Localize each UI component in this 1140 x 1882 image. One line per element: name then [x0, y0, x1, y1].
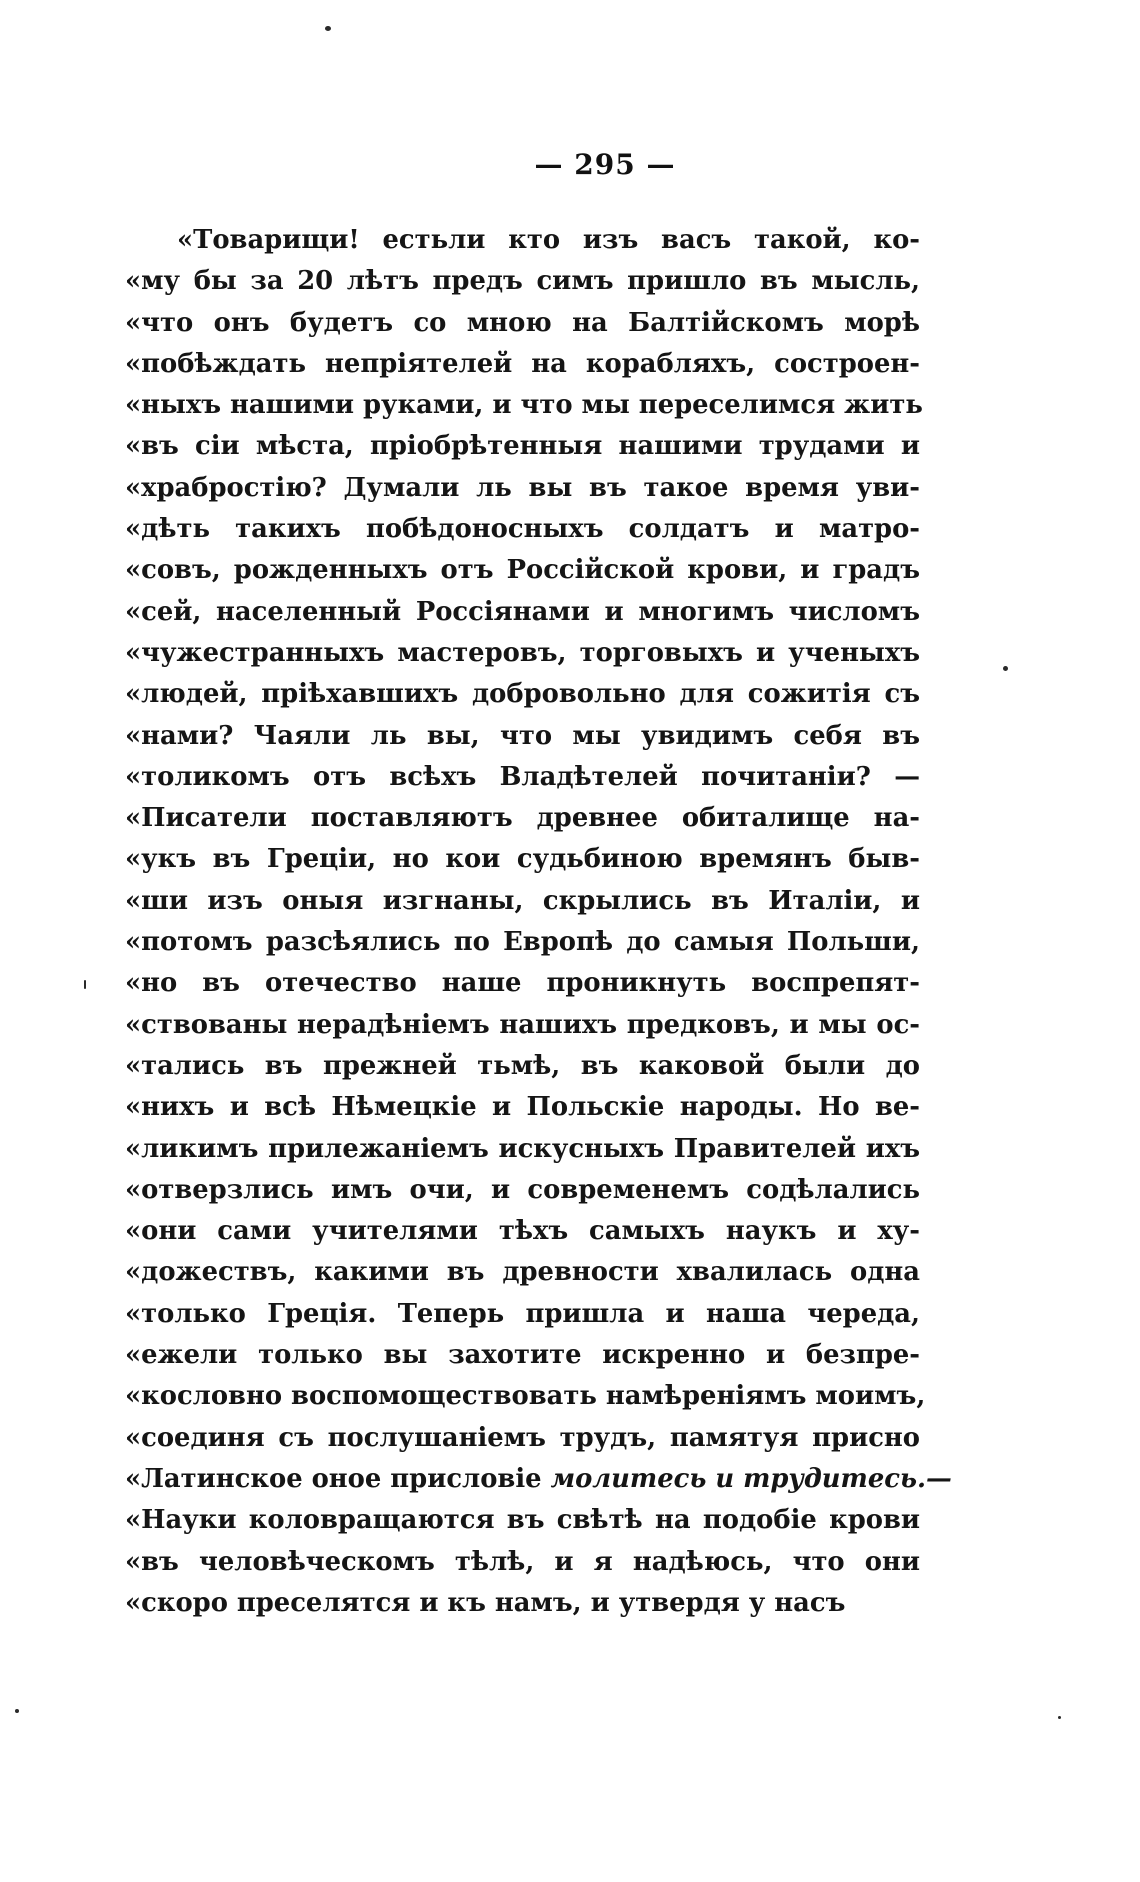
text-line: «чужестранныхъ мастеровъ, торговыхъ и ученыхъ [125, 637, 920, 668]
text-line: «толикомъ отъ всѣхъ Владѣтелей почитанiи? — [125, 761, 920, 792]
text-line: «людей, прiѣхавшихъ добровольно для сожитiя съ [125, 679, 920, 710]
ink-speck [325, 26, 331, 31]
text-line: «потомъ разсѣялись по Европѣ до самыя Польши, [125, 927, 920, 958]
text-line: «отверзлись имъ очи, и современемъ содѣлались [125, 1174, 920, 1205]
page-number: — 295 — [534, 148, 676, 181]
text-line-with-italic [125, 1459, 952, 1500]
text-line: «они сами учителями тѣхъ самыхъ наукъ и ху- [125, 1216, 920, 1247]
page-header [0, 148, 1140, 181]
text-line: «Науки коловращаются въ свѣтѣ на подобiе крови [125, 1505, 920, 1536]
text-line: «кословно воспомоществовать намѣренiямъ моимъ, [125, 1381, 926, 1412]
ink-speck [1003, 666, 1008, 671]
ink-speck [1058, 1716, 1061, 1719]
text-line: «только Грецiя. Теперь пришла и наша череда, [125, 1298, 920, 1329]
text-line: «скоро преселятся и къ намъ, и утвердя у насъ [125, 1587, 846, 1618]
text-line: «ныхъ нашими руками, и что мы переселимся жить [125, 390, 923, 421]
text-line-start: «Латинское оное присловiе [125, 1463, 542, 1494]
text-line: «нами? Чаяли ль вы, что мы увидимъ себя въ [125, 720, 920, 751]
text-line: «дожествъ, какими въ древности хвалилась одна [125, 1257, 920, 1288]
text-line: «укъ въ Грецiи, но кои судьбиною времянъ быв- [125, 844, 920, 875]
text-line: «ши изъ оныя изгнаны, скрылись въ Италiи, и [125, 885, 920, 916]
text-line: «въ сiи мѣста, прiобрѣтенныя нашими трудами и [125, 431, 920, 462]
text-line: «Писатели поставляютъ древнее обиталище на- [125, 803, 920, 834]
text-line: «храбростiю? Думали ль вы въ такое время уви- [125, 472, 920, 503]
ink-speck [84, 980, 86, 989]
text-line: «побѣждать непрiятелей на корабляхъ, состроен- [125, 348, 920, 379]
text-line: «му бы за 20 лѣтъ предъ симъ пришло въ мысль, [125, 266, 920, 297]
text-line: «тались въ прежней тьмѣ, въ каковой были до [125, 1050, 920, 1081]
text-line: «нихъ и всѣ Нѣмецкiе и Польскiе народы. Но ве- [125, 1092, 920, 1123]
text-line: «Товарищи! естьли кто изъ васъ такой, ко- [177, 225, 920, 255]
text-line: «въ человѣческомъ тѣлѣ, и я надѣюсь, что они [125, 1546, 920, 1577]
text-line: «совъ, рожденныхъ отъ Россiйской крови, и градъ [125, 555, 920, 586]
text-line: «ликимъ прилежанiемъ искусныхъ Правителей ихъ [125, 1133, 920, 1164]
text-line: «дѣть такихъ побѣдоносныхъ солдатъ и матро- [125, 514, 920, 545]
text-line: «ежели только вы захотите искренно и безпре- [125, 1340, 920, 1371]
ink-speck [15, 1709, 19, 1713]
text-line: «сей, населенный Россiянами и многимъ числомъ [125, 596, 920, 627]
body-text [125, 220, 952, 1624]
text-line: «соединя съ послушанiемъ трудъ, памятуя присно [125, 1422, 920, 1453]
text-line: «но въ отечество наше проникнуть воспрепят- [125, 968, 920, 999]
italic-phrase: молитесь и трудитесь.— [550, 1463, 952, 1494]
text-line: «ствованы нерадѣнiемъ нашихъ предковъ, и мы ос- [125, 1009, 920, 1040]
text-line: «что онъ будетъ со мною на Балтiйскомъ морѣ [125, 307, 920, 338]
